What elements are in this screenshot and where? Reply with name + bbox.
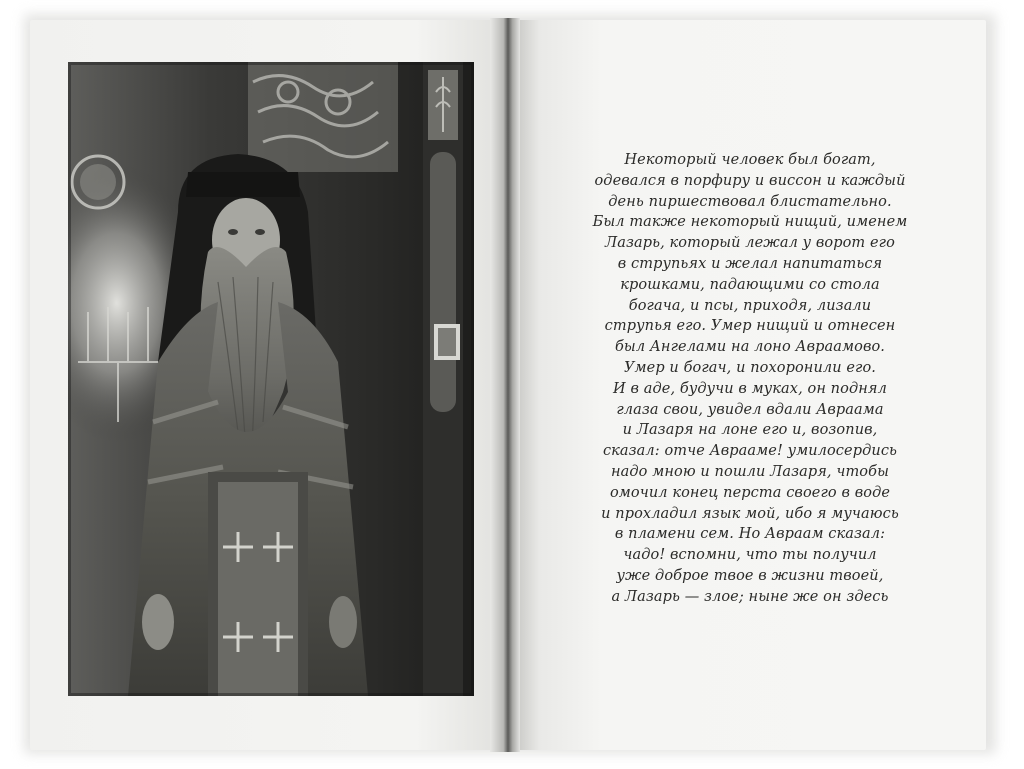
text-line: сказал: отче Аврааме! умилосердись (602, 443, 898, 460)
book-spine (490, 18, 520, 752)
text-line: и Лазаря на лоне его и, возопив, (622, 422, 878, 439)
text-line: Умер и богач, и похоронили его. (623, 359, 877, 376)
text-line: богача, и псы, приходя, лизали (628, 297, 872, 314)
text-line: был Ангелами на лоно Авраамово. (614, 339, 886, 356)
text-line: уже доброе твое в жизни твоей, (616, 567, 884, 584)
monk-portrait-photo (68, 62, 474, 696)
text-line: омочил конец перста своего в воде (609, 484, 891, 501)
photo-illustration (68, 62, 474, 696)
text-line: И в аде, будучи в муках, он поднял (613, 380, 887, 397)
text-line: в струпьях и желал напитаться (617, 255, 883, 272)
text-line: крошками, падающими со стола (620, 276, 880, 293)
text-line: Был также некоторый нищий, именем (592, 214, 908, 231)
text-line: Лазарь, который лежал у ворот его (605, 235, 895, 252)
text-line: а Лазарь — злое; ныне же он здесь (611, 588, 889, 605)
text-line: Некоторый человек был богат, (624, 152, 876, 168)
text-line: день пиршествовал блистательно. (608, 193, 892, 210)
scripture-text-block (560, 150, 940, 608)
text-line: и прохладил язык мой, ибо я мучаюсь (601, 505, 899, 522)
text-line: одевался в порфиру и виссон и каждый (594, 172, 906, 189)
text-line: глаза свои, увидел вдали Авраама (616, 401, 884, 418)
text-line: чадо! вспомни, что ты получил (623, 547, 877, 564)
text-line: струпья его. Умер нищий и отнесен (604, 318, 896, 335)
text-line: в пламени сем. Но Авраам сказал: (614, 526, 886, 543)
text-line: надо мною и пошли Лазаря, чтобы (611, 463, 889, 480)
